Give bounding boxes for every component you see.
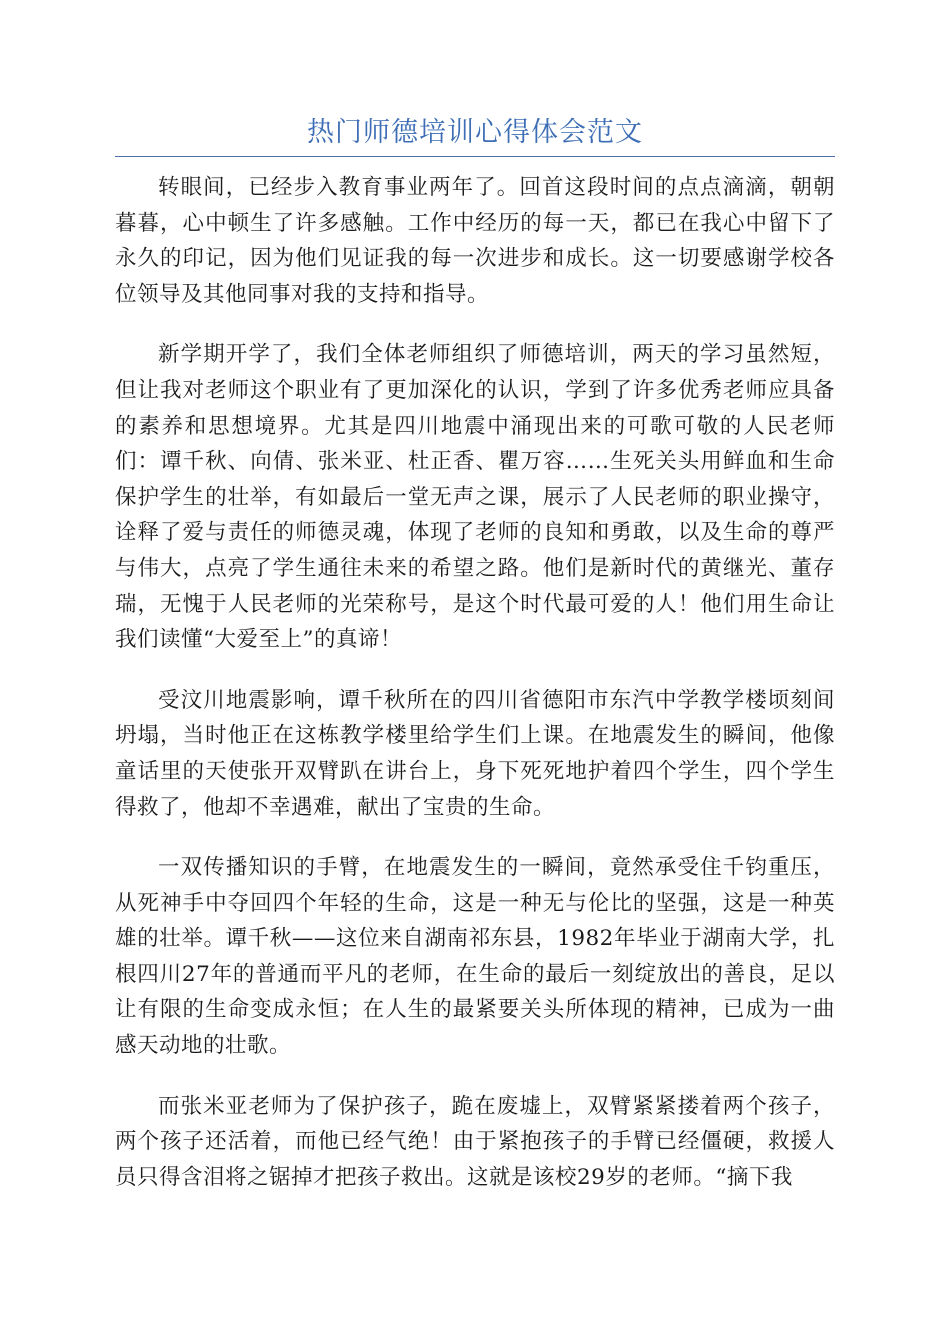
title-block (115, 110, 835, 157)
paragraph-4: 一双传播知识的手臂，在地震发生的一瞬间，竟然承受住千钧重压，从死神手中夺回四个年轻的生命，这是一种无与伦比的坚强，这是一种英雄的壮举。谭千秋——这位来自湖南祁东县，1982年毕业于湖南大学，扎根四川27年的普通而平凡的老师，在生命的最后一刻绽放出的善良，足以让有限的生命变成永恒；在人生的最紧要关头所体现的精神，已成为一曲感天动地的壮歌。 (115, 855, 835, 1059)
paragraph-2: 新学期开学了，我们全体老师组织了师德培训，两天的学习虽然短，但让我对老师这个职业有了更加深化的认识，学到了许多优秀老师应具备的素养和思想境界。尤其是四川地震中涌现出来的可歌可敬的人民老师们：谭千秋、向倩、张米亚、杜正香、瞿万容……生死关头用鲜血和生命保护学生的壮举，有如最后一堂无声之课，展示了人民老师的职业操守，诠释了爱与责任的师德灵魂，体现了老师的良知和勇敢，以及生命的尊严与伟大，点亮了学生通往未来的希望之路。他们是新时代的黄继光、董存瑞，无愧于人民老师的光荣称号，是这个时代最可爱的人！他们用生命让我们读懂“大爱至上”的真谛！ (115, 342, 835, 653)
paragraph-5: 而张米亚老师为了保护孩子，跪在废墟上，双臂紧紧搂着两个孩子，两个孩子还活着，而他已经气绝！由于紧抱孩子的手臂已经僵硬，救援人员只得含泪将之锯掉才把孩子救出。这就是该校29岁的老师。“摘下我 (115, 1093, 835, 1190)
paragraph-3: 受汶川地震影响，谭千秋所在的四川省德阳市东汽中学教学楼顷刻间坍塌，当时他正在这栋教学楼里给学生们上课。在地震发生的瞬间，他像童话里的天使张开双臂趴在讲台上，身下死死地护着四个学生，四个学生得救了，他却不幸遇难，献出了宝贵的生命。 (115, 687, 835, 820)
document-body (115, 170, 835, 1195)
document-title: 热门师德培训心得体会范文 (307, 117, 643, 148)
paragraph-1: 转眼间，已经步入教育事业两年了。回首这段时间的点点滴滴，朝朝暮暮，心中顿生了许多感触。工作中经历的每一天，都已在我心中留下了永久的印记，因为他们见证我的每一次进步和成长。这一切要感谢学校各位领导及其他同事对我的支持和指导。 (115, 175, 835, 307)
